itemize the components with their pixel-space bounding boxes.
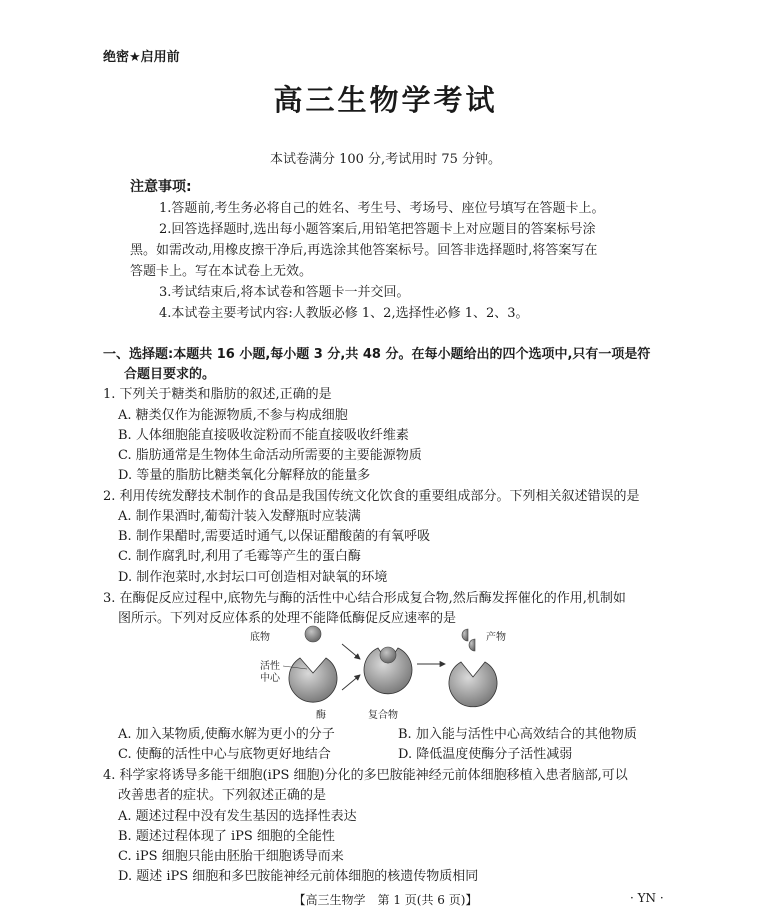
notice-line-6: 4.本试卷主要考试内容:人教版必修 1、2,选择性必修 1、2、3。: [159, 306, 529, 321]
q4-stem-line-1: 4. 科学家将诱导多能干细胞(iPS 细胞)分化的多巴胺能神经元前体细胞移植入患者脑部,可以: [103, 768, 628, 783]
enzyme-shape: [289, 658, 337, 702]
page-footer: 【高三生物学 第 1 页(共 6 页)】: [293, 893, 478, 907]
q2-option-b: B. 制作果醋时,需要适时通气,以保证醋酸菌的有氧呼吸: [118, 529, 431, 544]
q3-option-b: B. 加入能与活性中心高效结合的其他物质: [398, 727, 637, 742]
label-substrate: 底物: [250, 632, 270, 643]
notice-line-1: 1.答题前,考生务必将自己的姓名、考生号、考场号、座位号填写在答题卡上。: [159, 201, 605, 216]
label-product: 产物: [486, 632, 506, 643]
q2-option-a: A. 制作果酒时,葡萄汁装入发酵瓶时应装满: [118, 509, 361, 524]
label-enzyme: 酶: [316, 710, 326, 721]
confidential-label: 绝密★启用前: [103, 50, 180, 65]
q4-stem-line-2: 改善患者的症状。下列叙述正确的是: [118, 788, 327, 803]
exam-subtitle: 本试卷满分 100 分,考试用时 75 分钟。: [269, 152, 502, 167]
q3-option-a: A. 加入某物质,使酶水解为更小的分子: [118, 727, 335, 742]
q2-option-d: D. 制作泡菜时,水封坛口可创造相对缺氧的环境: [118, 570, 388, 585]
notice-line-3: 黑。如需改动,用橡皮擦干净后,再选涂其他答案标号。回答非选择题时,将答案写在: [130, 243, 598, 258]
q1-option-c: C. 脂肪通常是生物体生命活动所需要的主要能源物质: [118, 448, 422, 463]
q2-option-c: C. 制作腐乳时,利用了毛霉等产生的蛋白酶: [118, 549, 361, 564]
label-active-site-1: 活性: [260, 661, 280, 672]
enzyme-mechanism-figure: [250, 622, 520, 720]
q4-option-b: B. 题述过程体现了 iPS 细胞的全能性: [118, 829, 335, 844]
q3-option-c: C. 使酶的活性中心与底物更好地结合: [118, 747, 331, 762]
q1-option-b: B. 人体细胞能直接吸收淀粉而不能直接吸收纤维素: [118, 428, 409, 443]
section-heading-line-1: 一、选择题:本题共 16 小题,每小题 3 分,共 48 分。在每小题给出的四个选项中,只有一项是符: [103, 347, 651, 362]
q3-stem-line-2: 图所示。下列对反应体系的处理不能降低酶促反应速率的是: [118, 611, 457, 626]
q3-stem-line-1: 3. 在酶促反应过程中,底物先与酶的活性中心结合形成复合物,然后酶发挥催化的作用,机制如: [103, 591, 626, 606]
q4-option-c: C. iPS 细胞只能由胚胎干细胞诱导而来: [118, 849, 344, 864]
label-complex: 复合物: [368, 710, 398, 721]
q4-option-d: D. 题述 iPS 细胞和多巴胺能神经元前体细胞的核遗传物质相同: [118, 869, 479, 884]
notice-line-5: 3.考试结束后,将本试卷和答题卡一并交回。: [159, 285, 410, 300]
q1-stem: 1. 下列关于糖类和脂肪的叙述,正确的是: [103, 387, 332, 402]
exam-title: 高三生物学考试: [273, 83, 498, 117]
q1-option-d: D. 等量的脂肪比糖类氧化分解释放的能量多: [118, 468, 371, 483]
section-heading-line-2: 合题目要求的。: [124, 367, 216, 382]
complex-substrate-ball: [380, 647, 396, 663]
substrate-ball: [305, 626, 321, 642]
label-active-site-2: 中心: [260, 673, 280, 684]
notice-line-2: 2.回答选择题时,选出每小题答案后,用铅笔把答题卡上对应题目的答案标号涂: [159, 222, 596, 237]
notice-line-4: 答题卡上。写在本试卷上无效。: [130, 264, 313, 279]
q3-option-d: D. 降低温度使酶分子活性减弱: [398, 747, 573, 762]
q4-option-a: A. 题述过程中没有发生基因的选择性表达: [118, 809, 357, 824]
q1-option-a: A. 糖类仅作为能源物质,不参与构成细胞: [118, 408, 348, 423]
released-enzyme-shape: [449, 662, 497, 707]
product-half-1: [462, 629, 468, 641]
q2-stem: 2. 利用传统发酵技术制作的食品是我国传统文化饮食的重要组成部分。下列相关叙述错误的是: [103, 489, 640, 504]
region-code: · YN ·: [630, 891, 664, 905]
product-half-2: [469, 639, 475, 651]
notice-heading: 注意事项:: [130, 179, 192, 195]
